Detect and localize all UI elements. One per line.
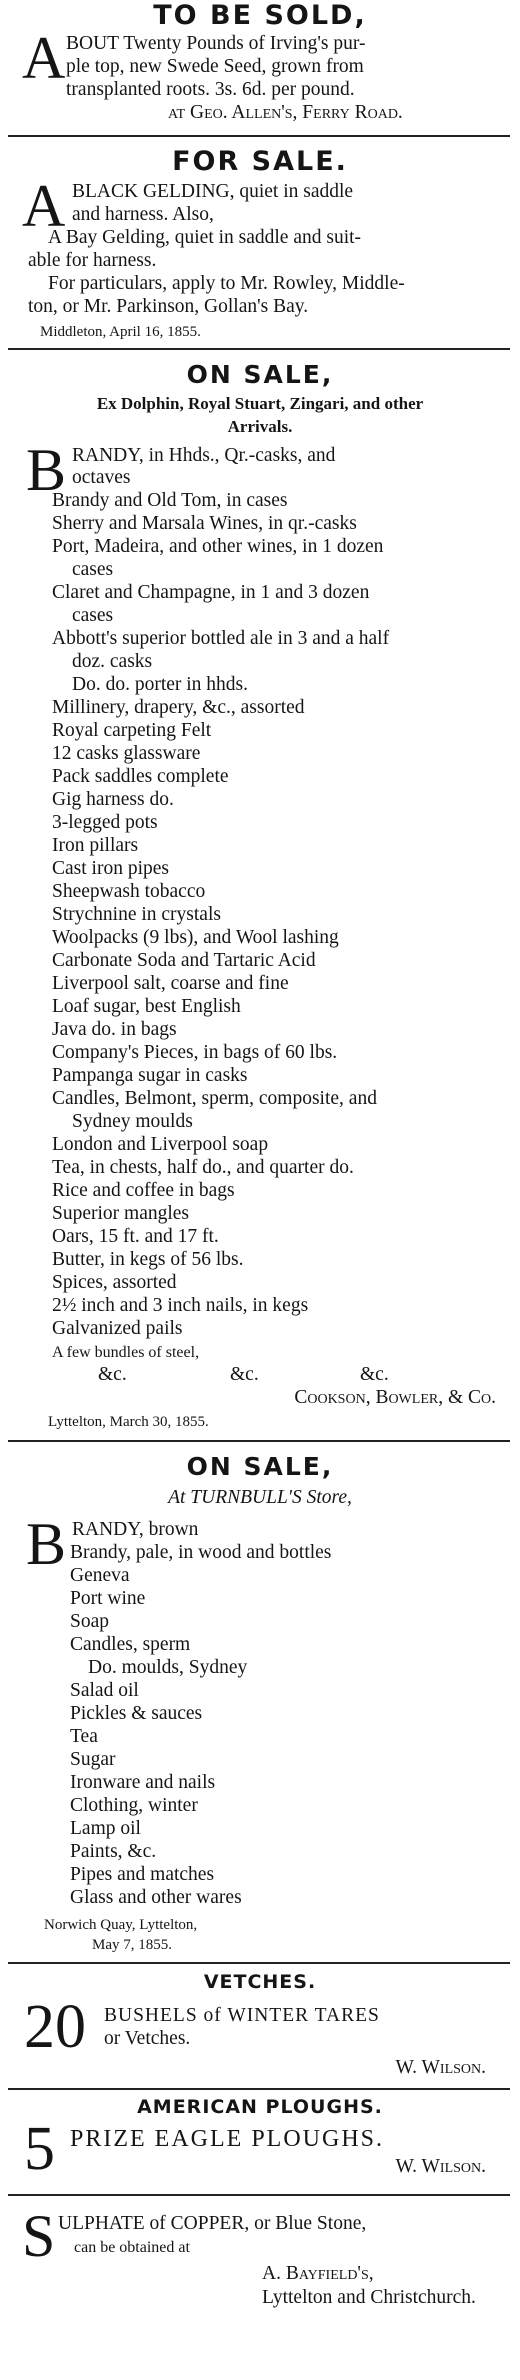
list-item: Oars, 15 ft. and 17 ft. — [52, 1226, 219, 1247]
list-item: Sherry and Marsala Wines, in qr.-casks — [52, 513, 357, 534]
divider-rule — [8, 2194, 510, 2196]
list-item: octaves — [72, 467, 131, 488]
ad-line: BLACK GELDING, quiet in saddle — [72, 181, 354, 202]
ad-signature: W. Wilson. — [395, 2156, 486, 2177]
ad-title: ON SALE, — [186, 1452, 334, 1481]
list-item: Pack saddles complete — [52, 766, 229, 787]
list-item: Royal carpeting Felt — [52, 720, 212, 741]
ad-line: PRIZE EAGLE PLOUGHS. — [70, 2126, 384, 2152]
ad-subtitle: Arrivals. — [227, 417, 293, 436]
drop-cap: B — [26, 1511, 67, 1577]
etc-mark: &c. — [360, 1364, 389, 1385]
ad-dateline: Lyttelton, March 30, 1855. — [48, 1414, 209, 1430]
list-item: Galvanized pails — [52, 1318, 183, 1339]
ad-title: VETCHES. — [203, 1971, 317, 1993]
list-item: 2½ inch and 3 inch nails, in kegs — [52, 1295, 309, 1316]
divider-rule — [8, 1962, 510, 1964]
list-item: Geneva — [70, 1565, 130, 1586]
ad-line: For particulars, apply to Mr. Rowley, Middle- — [48, 273, 405, 294]
list-item: Glass and other wares — [70, 1887, 242, 1908]
list-item: Do. do. porter in hhds. — [72, 674, 249, 695]
ad-signature: Lyttelton and Christchurch. — [262, 2287, 476, 2308]
drop-cap: B — [26, 437, 67, 503]
list-item: Company's Pieces, in bags of 60 lbs. — [52, 1042, 338, 1063]
ad-line: BUSHELS of WINTER TARES — [104, 2005, 380, 2026]
drop-cap: A — [22, 25, 66, 91]
list-item: Spices, assorted — [52, 1272, 177, 1293]
list-item: Liverpool salt, coarse and fine — [52, 973, 289, 994]
divider-rule — [8, 1440, 510, 1442]
list-item: Gig harness do. — [52, 789, 174, 810]
list-item: Salad oil — [70, 1680, 139, 1701]
etc-mark: &c. — [230, 1364, 259, 1385]
list-item: London and Liverpool soap — [52, 1134, 269, 1155]
ad-line: ple top, new Swede Seed, grown from — [66, 56, 364, 77]
ad-line: A Bay Gelding, quiet in saddle and suit- — [48, 227, 362, 248]
ad-title: ON SALE, — [186, 360, 334, 389]
ad-dateline: Norwich Quay, Lyttelton, — [44, 1917, 198, 1933]
list-item: Lamp oil — [70, 1818, 141, 1839]
ad-signature: A. Bayfield's, — [262, 2263, 374, 2284]
list-item: Millinery, drapery, &c., assorted — [52, 697, 305, 718]
list-item: Woolpacks (9 lbs), and Wool lashing — [52, 927, 339, 948]
list-item: Paints, &c. — [70, 1841, 157, 1862]
divider-rule — [8, 2088, 510, 2090]
list-item: Sydney moulds — [72, 1111, 193, 1132]
list-item: cases — [72, 559, 114, 580]
list-item: Pampanga sugar in casks — [52, 1065, 248, 1086]
list-item: Strychnine in crystals — [52, 904, 221, 925]
list-item: Sugar — [70, 1749, 116, 1770]
ad-line: transplanted roots. 3s. 6d. per pound. — [66, 79, 355, 100]
large-number: 5 — [24, 2115, 55, 2183]
divider-rule — [8, 348, 510, 350]
list-item: Loaf sugar, best English — [52, 996, 241, 1017]
ad-dateline: Middleton, April 16, 1855. — [40, 324, 201, 340]
ad-subtitle: Ex Dolphin, Royal Stuart, Zingari, and other — [96, 394, 424, 413]
list-item: A few bundles of steel, — [52, 1344, 200, 1361]
etc-mark: &c. — [98, 1364, 127, 1385]
list-item: Ironware and nails — [70, 1772, 216, 1793]
list-item: 3-legged pots — [52, 812, 158, 833]
ad-line: BOUT Twenty Pounds of Irving's pur- — [66, 33, 366, 54]
list-item: Pickles & sauces — [70, 1703, 203, 1724]
list-item: Abbott's superior bottled ale in 3 and a half — [52, 628, 390, 649]
ad-line: or Vetches. — [104, 2028, 191, 2049]
list-item: Tea — [70, 1726, 98, 1747]
list-item: Iron pillars — [52, 835, 139, 856]
list-item: Candles, sperm — [70, 1634, 191, 1655]
list-item: Port, Madeira, and other wines, in 1 dozen — [52, 536, 384, 557]
ad-title: AMERICAN PLOUGHS. — [137, 2096, 383, 2118]
ad-line: ton, or Mr. Parkinson, Gollan's Bay. — [28, 296, 309, 317]
list-item: Port wine — [70, 1588, 146, 1609]
ad-signature: Cookson, Bowler, & Co. — [294, 1387, 496, 1408]
list-item: Rice and coffee in bags — [52, 1180, 235, 1201]
large-number: 20 — [24, 1993, 86, 2061]
ad-subtitle: At TURNBULL'S Store, — [168, 1487, 352, 1508]
divider-rule — [8, 135, 510, 137]
list-item: Java do. in bags — [52, 1019, 177, 1040]
ad-line: and harness. Also, — [72, 204, 214, 225]
list-item: cases — [72, 605, 114, 626]
list-item: Brandy and Old Tom, in cases — [52, 490, 288, 511]
list-item: Tea, in chests, half do., and quarter do. — [52, 1157, 354, 1178]
list-item: doz. casks — [72, 651, 153, 672]
list-item: Superior mangles — [52, 1203, 190, 1224]
list-item: Candles, Belmont, sperm, composite, and — [52, 1088, 377, 1109]
list-item: Clothing, winter — [70, 1795, 198, 1816]
list-item: Brandy, pale, in wood and bottles — [70, 1542, 332, 1563]
list-item: Pipes and matches — [70, 1864, 215, 1885]
list-item: Do. moulds, Sydney — [88, 1657, 248, 1678]
drop-cap: S — [22, 2203, 56, 2269]
drop-cap: A — [22, 173, 66, 239]
list-item: Butter, in kegs of 56 lbs. — [52, 1249, 244, 1270]
list-item: RANDY, brown — [72, 1519, 199, 1540]
ad-dateline: May 7, 1855. — [92, 1937, 172, 1953]
ad-signature: at Geo. Allen's, Ferry Road. — [168, 102, 403, 123]
list-item: 12 casks glassware — [52, 743, 201, 764]
ad-title: TO BE SOLD, — [153, 0, 367, 31]
ad-line: able for harness. — [28, 250, 157, 271]
list-item: Carbonate Soda and Tartaric Acid — [52, 950, 316, 971]
list-item: Sheepwash tobacco — [52, 881, 206, 902]
ad-signature: W. Wilson. — [395, 2057, 486, 2078]
list-item: Claret and Champagne, in 1 and 3 dozen — [52, 582, 370, 603]
list-item: Cast iron pipes — [52, 858, 169, 879]
ad-title: FOR SALE. — [172, 146, 348, 177]
ad-line: ULPHATE of COPPER, or Blue Stone, — [58, 2213, 367, 2234]
ad-line: can be obtained at — [74, 2239, 190, 2256]
list-item: RANDY, in Hhds., Qr.-casks, and — [72, 445, 336, 466]
list-item: Soap — [70, 1611, 109, 1632]
